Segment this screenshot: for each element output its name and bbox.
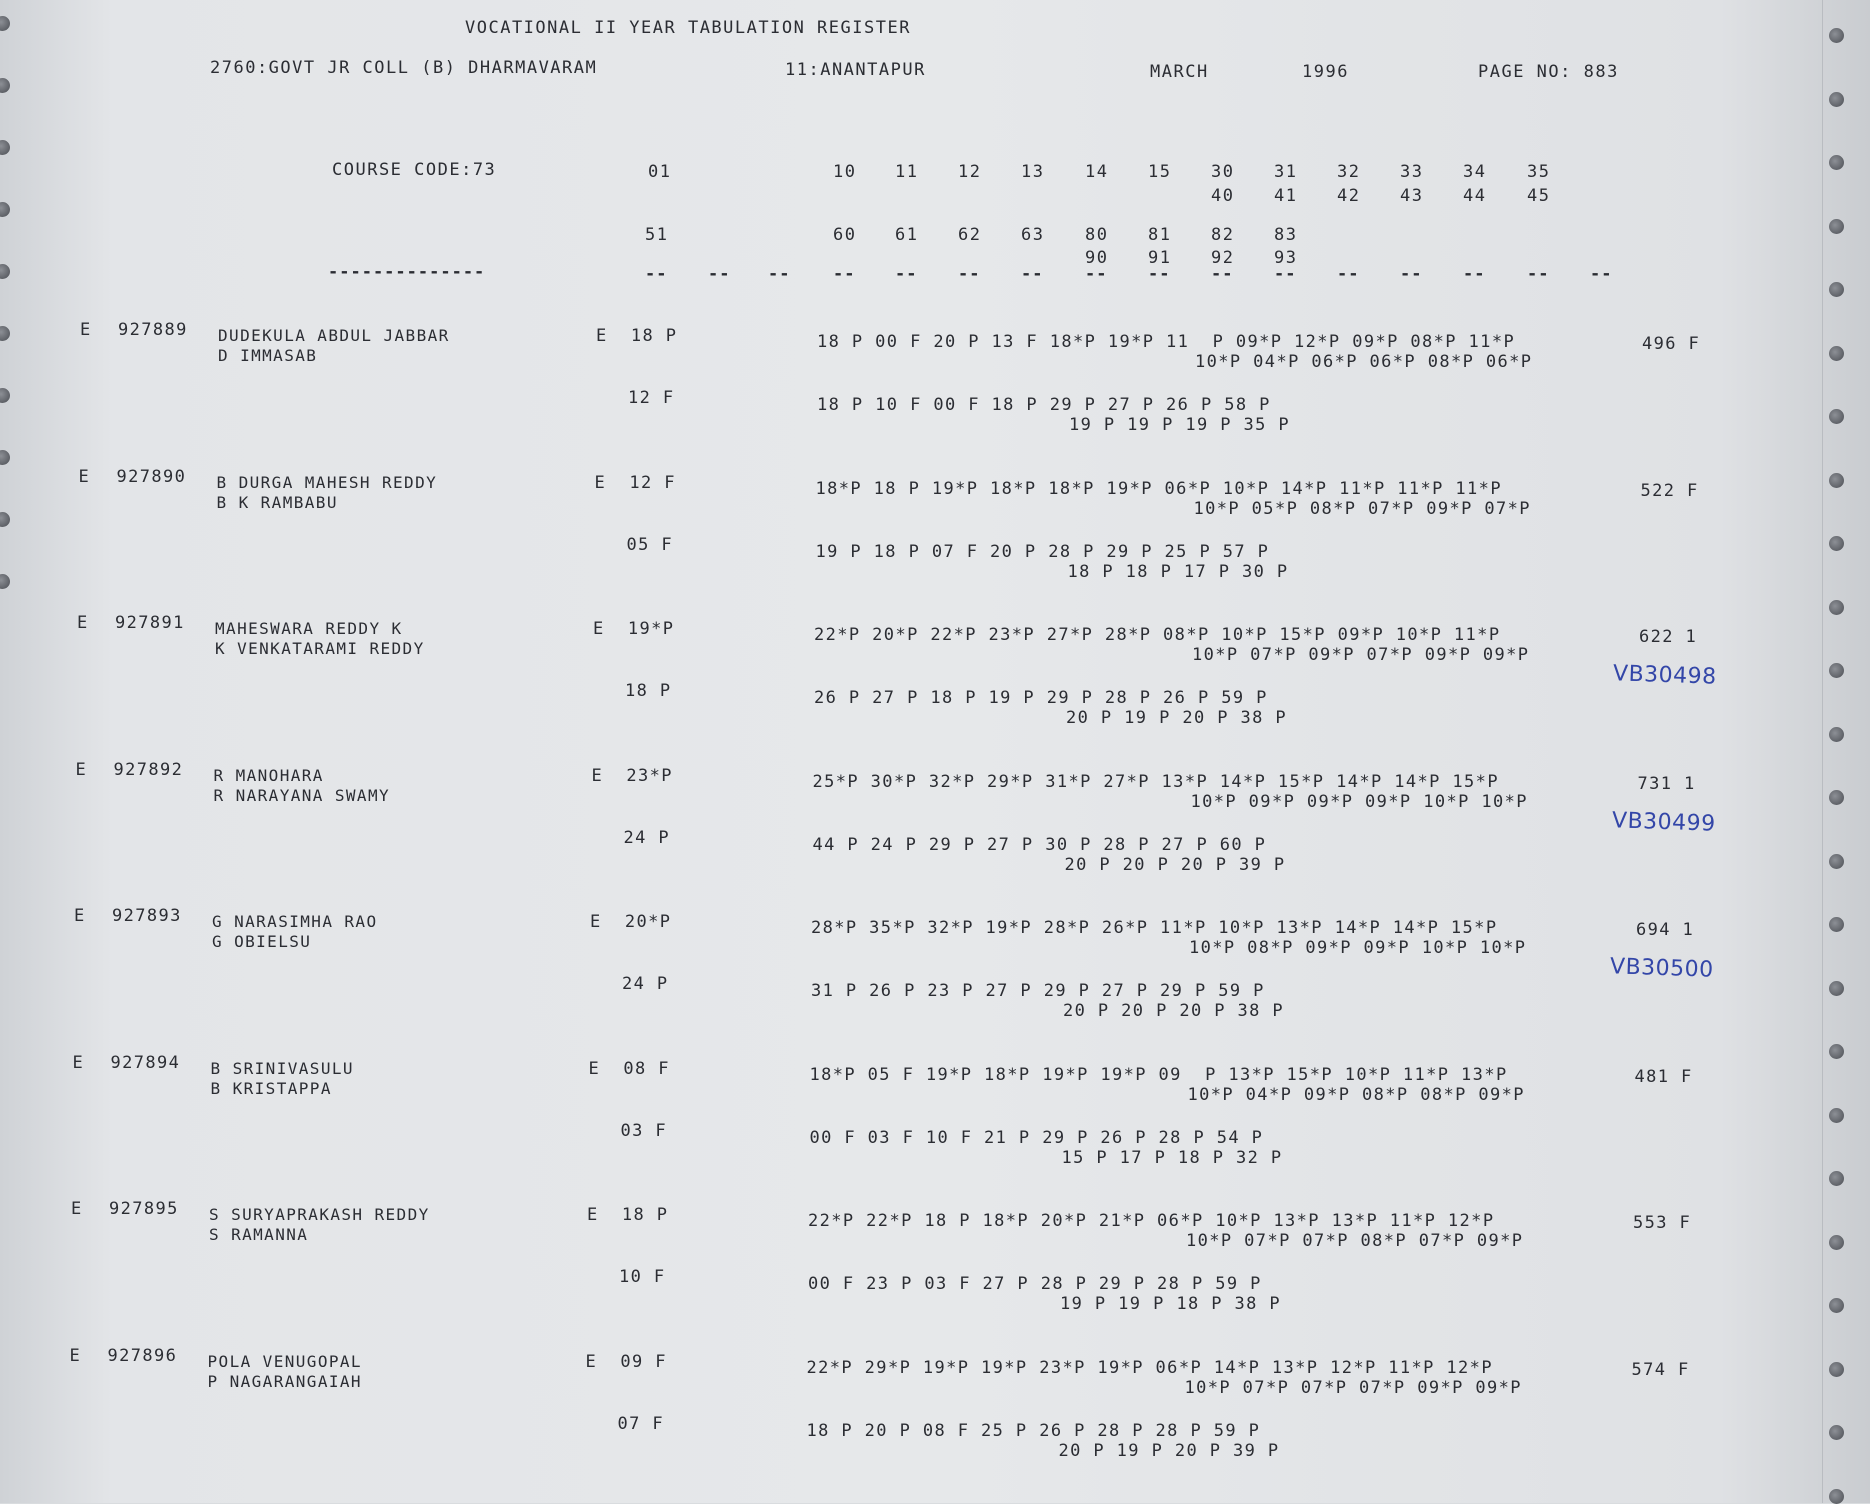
exam-type: E	[78, 466, 91, 487]
total-result: 731 1	[1637, 773, 1696, 794]
student-name: G NARASIMHA RAO	[212, 912, 378, 931]
subject-code: 11	[895, 162, 919, 182]
subject-code: 81	[1148, 225, 1172, 245]
exam-type: E	[72, 1052, 85, 1073]
student-record	[0, 1053, 1870, 1193]
column-dash: --	[1590, 264, 1613, 284]
roll-number: 927892	[113, 759, 184, 780]
roll-number: 927893	[112, 906, 182, 926]
marks-line-2: 10*P 07*P 09*P 07*P 09*P 09*P	[1192, 645, 1530, 665]
second-year-mark: 18 P	[625, 681, 672, 701]
student-record	[0, 1346, 1870, 1486]
father-name: K VENKATARAMI REDDY	[215, 639, 425, 658]
roll-number: 927891	[115, 613, 185, 633]
exam-month: MARCH	[1150, 62, 1209, 82]
subject-code: 14	[1085, 162, 1109, 182]
second-year-mark: 24 P	[623, 827, 671, 848]
column-dash: --	[645, 264, 668, 284]
student-name: R MANOHARA	[213, 765, 324, 785]
handwritten-certificate-number: VB30500	[1609, 954, 1715, 983]
column-dash: --	[768, 264, 791, 284]
subject-code: 62	[958, 225, 982, 245]
student-record	[0, 467, 1870, 607]
student-name: S SURYAPRAKASH REDDY	[209, 1205, 430, 1224]
student-record	[0, 320, 1870, 460]
exam-type: E	[74, 906, 86, 926]
first-year-mark: E 09 F	[585, 1351, 667, 1372]
second-year-mark: 05 F	[626, 534, 674, 555]
marks-line-2: 10*P 07*P 07*P 08*P 07*P 09*P	[1186, 1231, 1524, 1251]
marks-line-4: 20 P 20 P 20 P 38 P	[1063, 1001, 1285, 1021]
total-result: 694 1	[1636, 920, 1695, 940]
marks-line-1: 22*P 20*P 22*P 23*P 27*P 28*P 08*P 10*P 15*P 09*P 10*P 11*P	[814, 625, 1501, 645]
total-result: 574 F	[1631, 1359, 1690, 1380]
subject-code: 83	[1274, 225, 1298, 245]
exam-type: E	[69, 1345, 82, 1366]
exam-type: E	[80, 320, 92, 340]
marks-line-4: 20 P 20 P 20 P 39 P	[1064, 854, 1286, 875]
first-year-mark: E 20*P	[590, 912, 672, 932]
father-name: B K RAMBABU	[216, 492, 338, 512]
column-dash: --	[1274, 264, 1297, 284]
first-year-mark: E 18 P	[596, 326, 678, 346]
register-title: VOCATIONAL II YEAR TABULATION REGISTER	[465, 18, 911, 38]
first-year-mark: E 19*P	[593, 619, 675, 639]
tractor-hole	[0, 140, 10, 155]
second-year-mark: 07 F	[617, 1413, 665, 1434]
second-year-mark: 03 F	[620, 1120, 668, 1141]
tractor-hole	[1829, 28, 1844, 43]
marks-line-1: 28*P 35*P 32*P 19*P 28*P 26*P 11*P 10*P 13*P 14*P 14*P 15*P	[811, 918, 1498, 938]
college-name: 2760:GOVT JR COLL (B) DHARMAVARAM	[210, 58, 598, 78]
marks-line-4: 20 P 19 P 20 P 39 P	[1058, 1440, 1280, 1461]
total-result: 496 F	[1642, 334, 1701, 354]
first-year-mark: E 23*P	[591, 765, 673, 786]
student-record	[0, 1199, 1870, 1339]
student-name: DUDEKULA ABDUL JABBAR	[218, 326, 450, 345]
subject-code: 40	[1211, 186, 1235, 206]
marks-line-2: 10*P 05*P 08*P 07*P 09*P 07*P	[1193, 498, 1531, 519]
student-record	[0, 906, 1870, 1046]
tractor-hole	[1829, 92, 1844, 107]
second-year-mark: 24 P	[622, 974, 669, 994]
subject-code: 43	[1400, 186, 1424, 206]
column-dash: --	[895, 264, 918, 284]
subject-code: 91	[1148, 248, 1172, 268]
total-result: 622 1	[1639, 627, 1698, 647]
subject-code: 33	[1400, 162, 1424, 182]
student-record	[0, 613, 1870, 753]
student-name: POLA VENUGOPAL	[207, 1351, 362, 1371]
marks-line-4: 19 P 19 P 19 P 35 P	[1069, 415, 1291, 435]
marks-line-3: 18 P 10 F 00 F 18 P 29 P 27 P 26 P 58 P	[817, 395, 1271, 415]
exam-year: 1996	[1302, 62, 1349, 82]
marks-line-1: 22*P 22*P 18 P 18*P 20*P 21*P 06*P 10*P 13*P 13*P 11*P 12*P	[808, 1211, 1495, 1231]
subject-code: 44	[1463, 186, 1487, 206]
page-number: PAGE NO: 883	[1478, 62, 1619, 82]
column-dash: --	[1085, 264, 1108, 284]
marks-line-4: 20 P 19 P 20 P 38 P	[1066, 708, 1288, 728]
subject-code: 34	[1463, 162, 1487, 182]
exam-type: E	[71, 1199, 83, 1219]
marks-line-3: 19 P 18 P 07 F 20 P 28 P 29 P 25 P 57 P	[815, 541, 1270, 562]
subject-code: 10	[833, 162, 857, 182]
roll-number: 927895	[109, 1199, 179, 1219]
first-year-mark: E 12 F	[594, 472, 676, 493]
total-result: 481 F	[1634, 1066, 1693, 1087]
column-dash: --	[1148, 264, 1171, 284]
subject-code: 92	[1211, 248, 1235, 268]
handwritten-certificate-number: VB30498	[1612, 661, 1718, 690]
tractor-hole	[0, 202, 10, 217]
second-year-mark: 10 F	[619, 1267, 666, 1287]
district-name: 11:ANANTAPUR	[785, 60, 926, 80]
handwritten-certificate-number: VB30499	[1611, 807, 1716, 837]
student-name: B DURGA MAHESH REDDY	[216, 472, 438, 492]
marks-line-1: 18*P 18 P 19*P 18*P 18*P 19*P 06*P 10*P 14*P 11*P 11*P 11*P	[815, 478, 1502, 499]
subject-code: 82	[1211, 225, 1235, 245]
first-year-mark: E 08 F	[588, 1058, 670, 1079]
roll-number: 927894	[110, 1052, 181, 1073]
marks-line-3: 26 P 27 P 18 P 19 P 29 P 28 P 26 P 59 P	[814, 688, 1268, 708]
marks-line-4: 19 P 19 P 18 P 38 P	[1060, 1294, 1282, 1314]
subject-code: 90	[1085, 248, 1109, 268]
column-dash: --	[1211, 264, 1234, 284]
tractor-hole	[1829, 219, 1844, 234]
subject-code: 42	[1337, 186, 1361, 206]
father-name: B KRISTAPPA	[210, 1078, 332, 1098]
subject-code: 45	[1527, 186, 1551, 206]
total-result: 553 F	[1633, 1213, 1692, 1233]
tractor-hole	[0, 264, 10, 279]
father-name: G OBIELSU	[212, 932, 312, 951]
subject-code: 35	[1527, 162, 1551, 182]
marks-line-2: 10*P 08*P 09*P 09*P 10*P 10*P	[1189, 938, 1527, 958]
subject-code: 12	[958, 162, 982, 182]
marks-line-1: 25*P 30*P 32*P 29*P 31*P 27*P 13*P 14*P 15*P 14*P 14*P 15*P	[812, 771, 1499, 792]
course-underline: --------------	[328, 262, 486, 282]
roll-number: 927890	[116, 466, 187, 487]
father-name: R NARAYANA SWAMY	[213, 785, 391, 805]
subject-code: 80	[1085, 225, 1109, 245]
subject-code: 13	[1021, 162, 1045, 182]
tractor-hole	[1829, 1489, 1844, 1504]
marks-line-2: 10*P 09*P 09*P 09*P 10*P 10*P	[1190, 791, 1528, 812]
subject-code: 61	[895, 225, 919, 245]
tractor-hole	[1829, 155, 1844, 170]
student-record	[0, 760, 1870, 900]
father-name: P NAGARANGAIAH	[207, 1371, 362, 1391]
roll-number: 927896	[107, 1345, 178, 1366]
marks-line-3: 18 P 20 P 08 F 25 P 26 P 28 P 28 P 59 P	[806, 1420, 1261, 1441]
column-dash: --	[1337, 264, 1360, 284]
father-name: D IMMASAB	[218, 346, 318, 365]
subject-code: 15	[1148, 162, 1172, 182]
column-dash: --	[708, 264, 731, 284]
column-dash: --	[1021, 264, 1044, 284]
column-dash: --	[1463, 264, 1486, 284]
column-dash: --	[1400, 264, 1423, 284]
marks-line-1: 22*P 29*P 19*P 19*P 23*P 19*P 06*P 14*P 13*P 12*P 11*P 12*P	[806, 1357, 1493, 1378]
marks-line-2: 10*P 04*P 09*P 08*P 08*P 09*P	[1187, 1084, 1525, 1105]
tractor-hole	[1829, 282, 1844, 297]
marks-line-3: 31 P 26 P 23 P 27 P 29 P 27 P 29 P 59 P	[811, 981, 1265, 1001]
first-year-mark: E 18 P	[587, 1205, 669, 1225]
subject-code: 63	[1021, 225, 1045, 245]
subject-code: 32	[1337, 162, 1361, 182]
subject-code: 30	[1211, 162, 1235, 182]
subject-code: 01	[648, 162, 672, 182]
roll-number: 927889	[118, 320, 188, 340]
student-name: B SRINIVASULU	[210, 1058, 354, 1078]
course-code: COURSE CODE:73	[332, 160, 497, 180]
marks-line-2: 10*P 07*P 07*P 07*P 09*P 09*P	[1184, 1377, 1522, 1398]
marks-line-1: 18*P 05 F 19*P 18*P 19*P 19*P 09 P 13*P 15*P 10*P 11*P 13*P	[809, 1064, 1508, 1085]
subject-code: 41	[1274, 186, 1298, 206]
column-dash: --	[958, 264, 981, 284]
second-year-mark: 12 F	[628, 388, 675, 408]
exam-type: E	[77, 613, 89, 633]
column-dash: --	[1527, 264, 1550, 284]
marks-line-1: 18 P 00 F 20 P 13 F 18*P 19*P 11 P 09*P 12*P 09*P 08*P 11*P	[817, 332, 1516, 352]
marks-line-3: 00 F 23 P 03 F 27 P 28 P 29 P 28 P 59 P	[808, 1274, 1262, 1294]
marks-line-2: 10*P 04*P 06*P 06*P 08*P 06*P	[1195, 352, 1533, 372]
father-name: S RAMANNA	[209, 1225, 309, 1244]
subject-code: 93	[1274, 248, 1298, 268]
tractor-hole	[0, 16, 10, 31]
marks-line-3: 44 P 24 P 29 P 27 P 30 P 28 P 27 P 60 P	[812, 834, 1267, 855]
marks-line-4: 15 P 17 P 18 P 32 P	[1061, 1147, 1283, 1168]
marks-line-4: 18 P 18 P 17 P 30 P	[1067, 561, 1289, 582]
subject-code: 60	[833, 225, 857, 245]
subject-code: 51	[645, 225, 669, 245]
column-dash: --	[833, 264, 856, 284]
subject-code: 31	[1274, 162, 1298, 182]
total-result: 522 F	[1640, 480, 1699, 501]
marks-line-3: 00 F 03 F 10 F 21 P 29 P 26 P 28 P 54 P	[809, 1127, 1264, 1148]
tractor-hole	[0, 78, 10, 93]
exam-type: E	[75, 759, 88, 780]
student-name: MAHESWARA REDDY K	[215, 619, 403, 638]
